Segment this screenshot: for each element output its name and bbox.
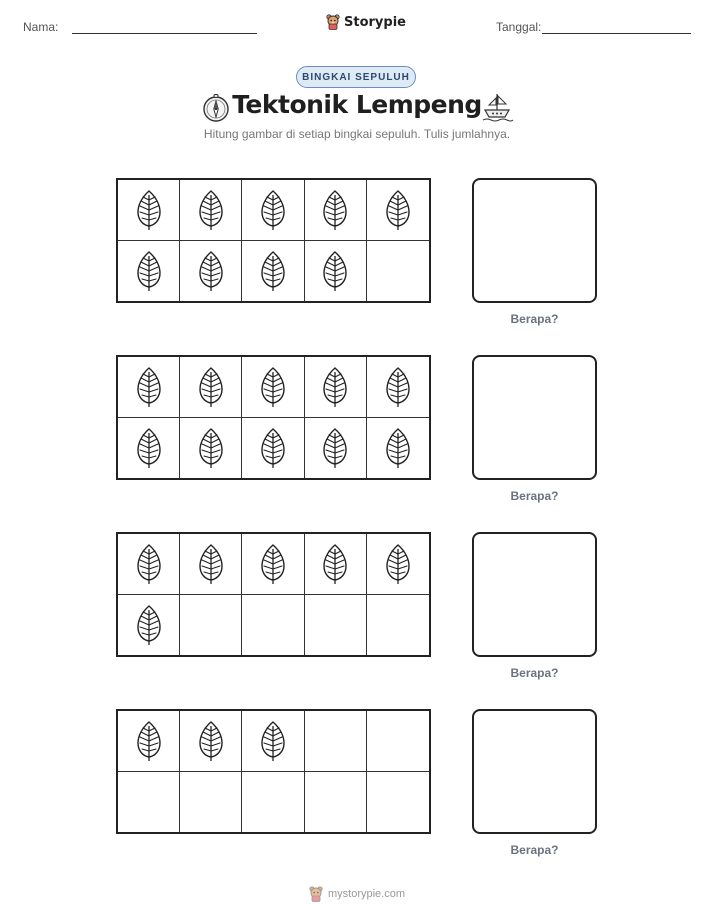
leaf-icon xyxy=(321,543,349,585)
leaf-icon xyxy=(321,250,349,292)
leaf-icon xyxy=(135,543,163,585)
frame-cell xyxy=(180,711,242,772)
frame-cell xyxy=(180,418,242,479)
frame-cell xyxy=(367,357,429,418)
frame-cell xyxy=(367,772,429,833)
frame-cell xyxy=(367,711,429,772)
leaf-icon xyxy=(321,427,349,469)
frame-cell xyxy=(180,241,242,302)
leaf-icon xyxy=(135,189,163,231)
ten-frame-3 xyxy=(116,532,431,657)
instructions: Hitung gambar di setiap bingkai sepuluh. Tulis jumlahnya. xyxy=(203,127,511,141)
leaf-icon xyxy=(384,366,412,408)
leaf-icon xyxy=(135,604,163,646)
frame-cell xyxy=(180,357,242,418)
leaf-icon xyxy=(135,250,163,292)
frame-cell xyxy=(118,595,180,656)
frame-cell xyxy=(180,595,242,656)
leaf-icon xyxy=(197,189,225,231)
name-label: Nama: xyxy=(23,20,59,34)
frame-cell xyxy=(305,595,367,656)
ship-icon xyxy=(480,91,514,123)
leaf-icon xyxy=(197,720,225,762)
frame-cell xyxy=(180,180,242,241)
leaf-icon xyxy=(259,543,287,585)
brand-logo xyxy=(326,14,406,30)
footer-url: mystorypie.com xyxy=(327,888,406,900)
ten-frame-4 xyxy=(116,709,431,834)
frame-cell xyxy=(180,534,242,595)
frame-cell xyxy=(180,772,242,833)
frame-cell xyxy=(367,534,429,595)
frame-cell xyxy=(305,772,367,833)
frame-cell xyxy=(242,595,304,656)
answer-box-2[interactable] xyxy=(472,355,597,480)
leaf-icon xyxy=(384,427,412,469)
frame-cell xyxy=(305,357,367,418)
leaf-icon xyxy=(197,427,225,469)
leaf-icon xyxy=(259,250,287,292)
frame-cell xyxy=(242,711,304,772)
frame-cell xyxy=(305,534,367,595)
answer-box-4[interactable] xyxy=(472,709,597,834)
frame-cell xyxy=(367,595,429,656)
question-label: Berapa? xyxy=(510,489,559,503)
bear-mascot-icon xyxy=(326,14,340,30)
leaf-icon xyxy=(197,543,225,585)
bear-mascot-icon xyxy=(309,886,323,902)
leaf-icon xyxy=(135,366,163,408)
answer-box-3[interactable] xyxy=(472,532,597,657)
ten-frame-2 xyxy=(116,355,431,480)
frame-cell xyxy=(242,241,304,302)
frame-cell xyxy=(305,180,367,241)
question-label: Berapa? xyxy=(510,666,559,680)
leaf-icon xyxy=(259,720,287,762)
frame-cell xyxy=(242,180,304,241)
leaf-icon xyxy=(259,189,287,231)
frame-cell xyxy=(367,180,429,241)
leaf-icon xyxy=(321,189,349,231)
leaf-icon xyxy=(135,720,163,762)
footer xyxy=(0,886,714,902)
frame-cell xyxy=(118,180,180,241)
frame-cell xyxy=(367,418,429,479)
answer-box-1[interactable] xyxy=(472,178,597,303)
leaf-icon xyxy=(197,366,225,408)
name-line xyxy=(72,33,257,34)
frame-cell xyxy=(242,418,304,479)
frame-cell xyxy=(118,241,180,302)
page-title: Tektonik Lempeng xyxy=(232,90,482,119)
leaf-icon xyxy=(321,366,349,408)
frame-cell xyxy=(118,418,180,479)
brand-name: Storypie xyxy=(344,14,406,30)
frame-cell xyxy=(305,711,367,772)
leaf-icon xyxy=(384,543,412,585)
worksheet-type-badge: BINGKAI SEPULUH xyxy=(296,66,416,88)
frame-cell xyxy=(367,241,429,302)
leaf-icon xyxy=(197,250,225,292)
date-label: Tanggal: xyxy=(496,20,542,34)
frame-cell xyxy=(118,534,180,595)
date-line xyxy=(542,33,691,34)
frame-cell xyxy=(118,357,180,418)
frame-cell xyxy=(242,772,304,833)
leaf-icon xyxy=(384,189,412,231)
frame-cell xyxy=(118,711,180,772)
frame-cell xyxy=(242,534,304,595)
leaf-icon xyxy=(259,366,287,408)
question-label: Berapa? xyxy=(510,843,559,857)
question-label: Berapa? xyxy=(510,312,559,326)
frame-cell xyxy=(242,357,304,418)
leaf-icon xyxy=(259,427,287,469)
frame-cell xyxy=(305,241,367,302)
frame-cell xyxy=(118,772,180,833)
ten-frame-1 xyxy=(116,178,431,303)
leaf-icon xyxy=(135,427,163,469)
frame-cell xyxy=(305,418,367,479)
